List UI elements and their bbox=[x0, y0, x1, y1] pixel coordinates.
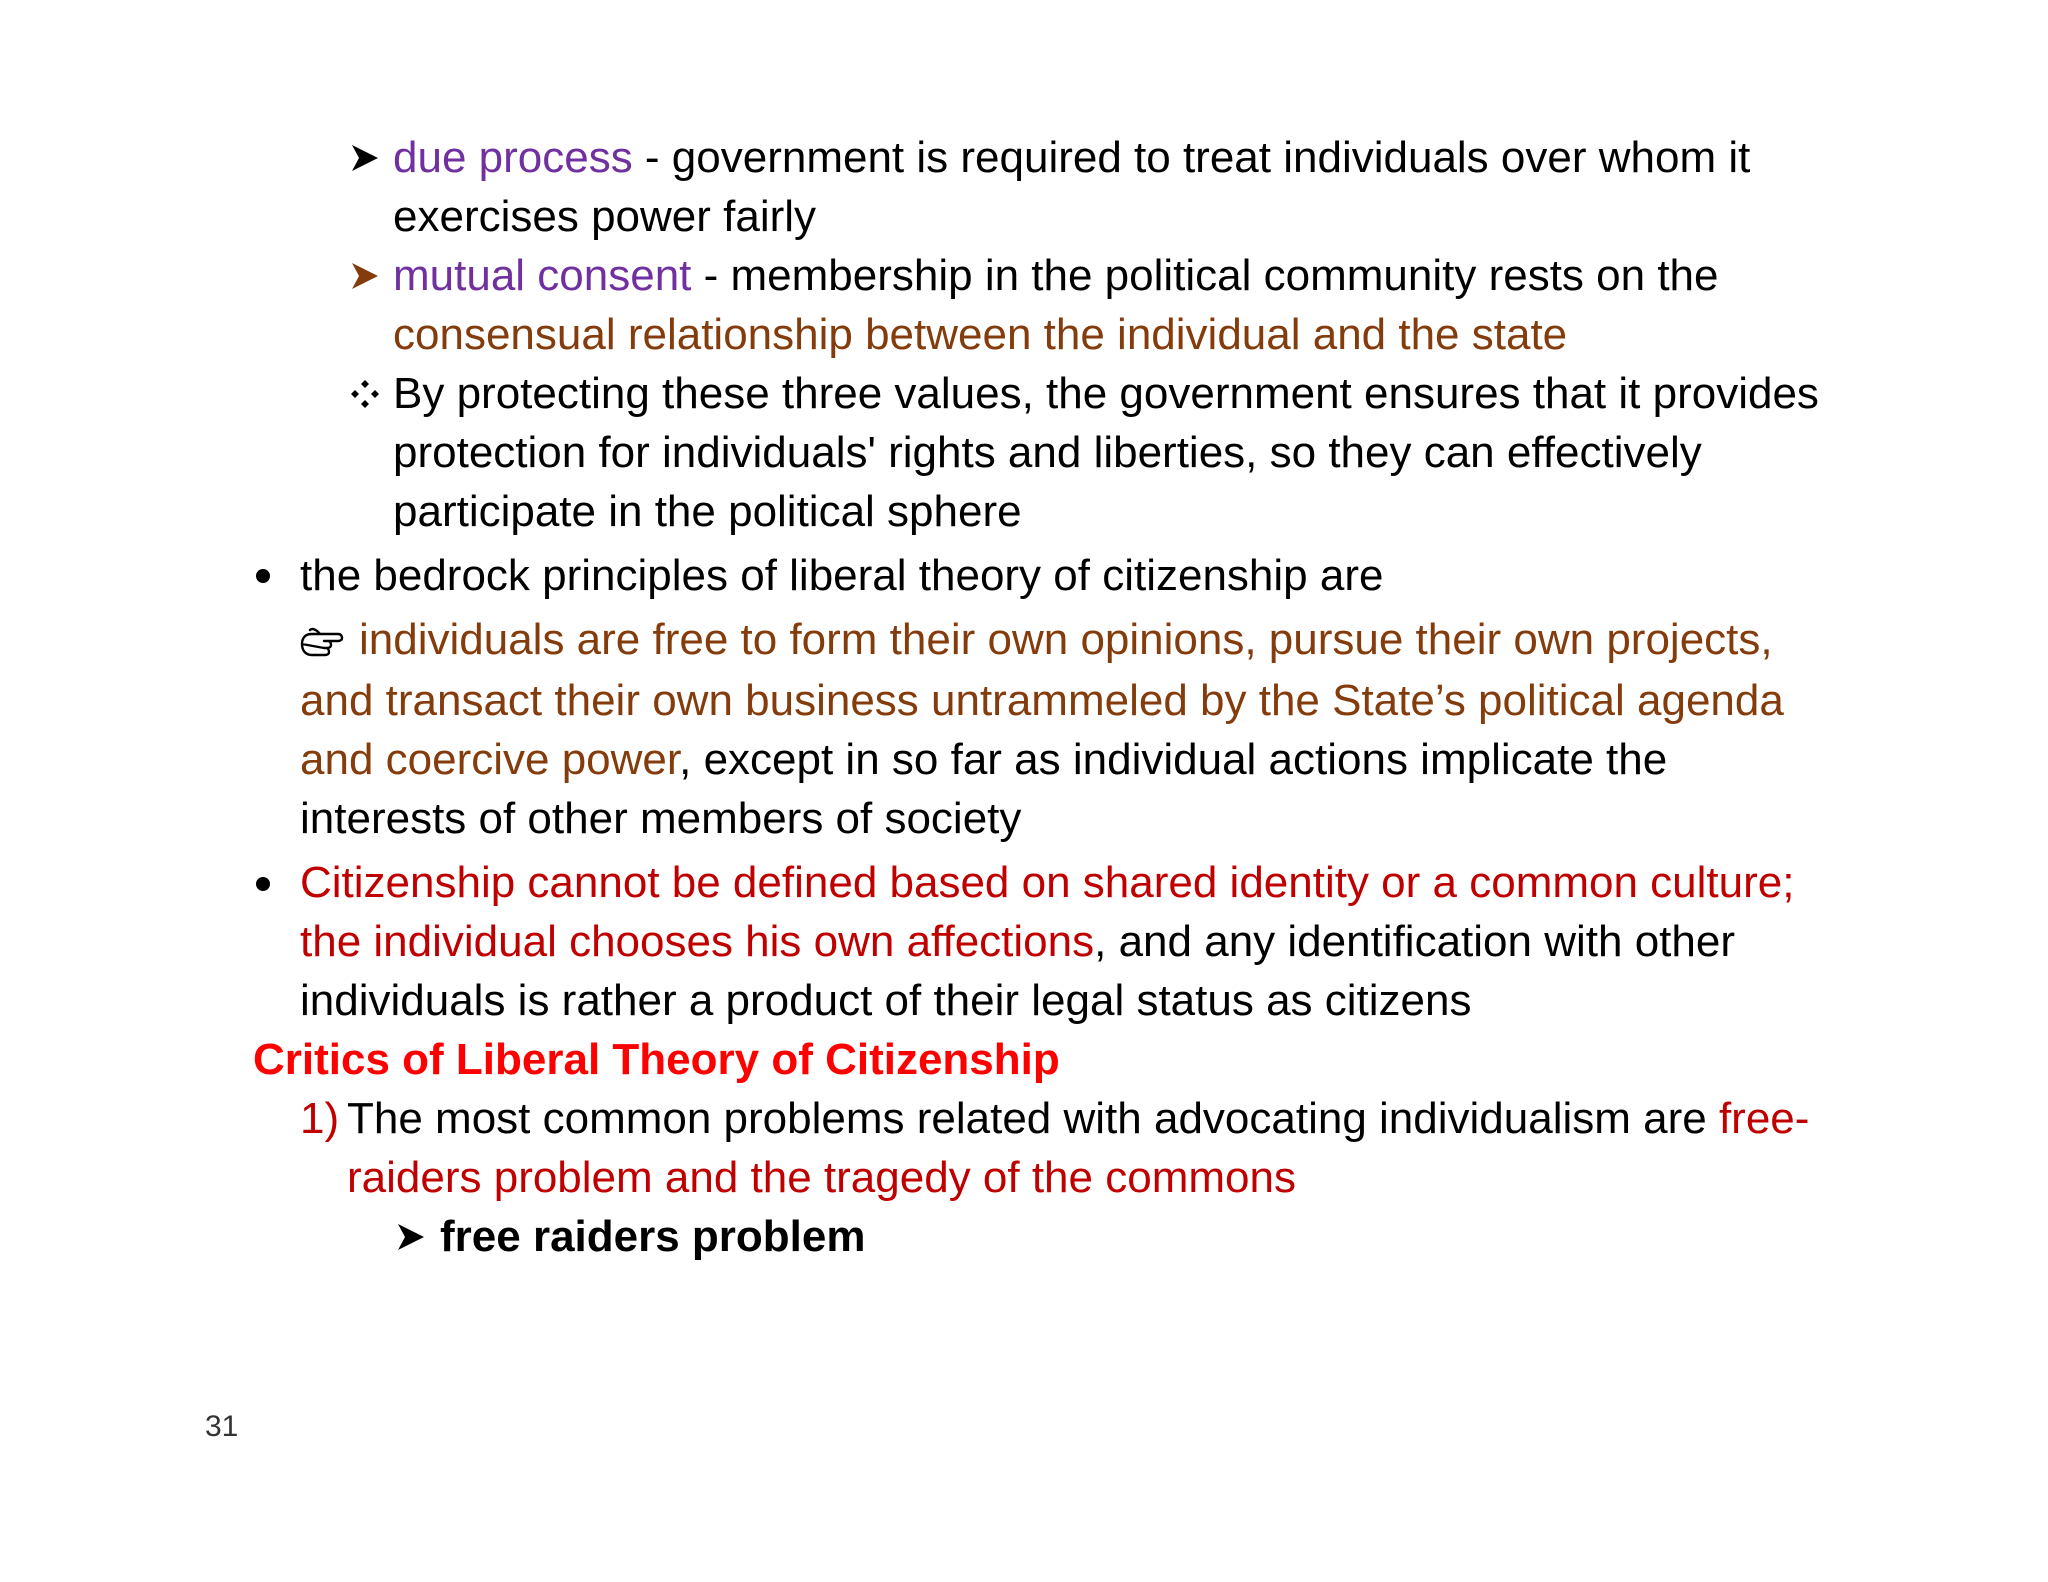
coercive-power-text: and coercive power bbox=[300, 735, 680, 784]
except-text: , except in so far as individual actions implicate the bbox=[679, 735, 1668, 784]
bedrock-hand-line-2: and transact their own business untrammeled by the State’s political agenda bbox=[300, 676, 1784, 725]
bedrock-hand-line-4: interests of other members of society bbox=[300, 794, 1022, 843]
four-diamond-bullet-icon bbox=[350, 379, 380, 409]
page-number: 31 bbox=[205, 1410, 239, 1443]
citizenship-line-3: individuals is rather a product of their legal status as citizens bbox=[300, 976, 1472, 1025]
chooses-affections-text: the individual chooses his own affections bbox=[300, 917, 1095, 966]
critics-heading: Critics of Liberal Theory of Citizenship bbox=[253, 1035, 1060, 1084]
mutual-consent-definition: - membership in the political community rests on the bbox=[691, 251, 1719, 300]
protecting-line-2: protection for individuals' rights and liberties, so they can effectively bbox=[393, 428, 1702, 477]
free-text: free- bbox=[1718, 1094, 1810, 1143]
bedrock-hand-line-3 bbox=[300, 730, 1667, 789]
dot-bullet-icon bbox=[256, 569, 270, 583]
protecting-line-1: By protecting these three values, the government ensures that it provides bbox=[393, 369, 1819, 418]
pointing-hand-icon bbox=[298, 624, 346, 660]
free-raiders-subheading: free raiders problem bbox=[440, 1212, 866, 1261]
arrowhead-bullet-icon bbox=[350, 261, 380, 291]
mutual-consent-line-2: consensual relationship between the individual and the state bbox=[393, 310, 1568, 359]
due-process-term: due process bbox=[393, 133, 633, 182]
critics-item-line-1 bbox=[347, 1089, 1809, 1148]
arrowhead-bullet-icon bbox=[396, 1222, 426, 1252]
citizenship-line-2 bbox=[300, 912, 1735, 971]
dot-bullet-icon bbox=[256, 877, 270, 891]
due-process-line-2: exercises power fairly bbox=[393, 192, 817, 241]
critics-item-number: 1) bbox=[300, 1094, 340, 1143]
due-process-line-1 bbox=[393, 128, 1750, 187]
citizenship-line-1: Citizenship cannot be defined based on shared identity or a common culture; bbox=[300, 858, 1795, 907]
individualism-text: The most common problems related with advocating individualism are bbox=[347, 1094, 1719, 1143]
due-process-definition: - government is required to treat individuals over whom it bbox=[632, 133, 1751, 182]
arrowhead-bullet-icon bbox=[350, 143, 380, 173]
bedrock-line-1: the bedrock principles of liberal theory of citizenship are bbox=[300, 551, 1384, 600]
bedrock-hand-line-1: individuals are free to form their own opinions, pursue their own projects, bbox=[359, 615, 1773, 664]
mutual-consent-line-1 bbox=[393, 246, 1719, 305]
protecting-line-3: participate in the political sphere bbox=[393, 487, 1022, 536]
mutual-consent-term: mutual consent bbox=[393, 251, 692, 300]
identification-text: , and any identification with other bbox=[1094, 917, 1735, 966]
critics-item-line-2: raiders problem and the tragedy of the commons bbox=[347, 1153, 1296, 1202]
